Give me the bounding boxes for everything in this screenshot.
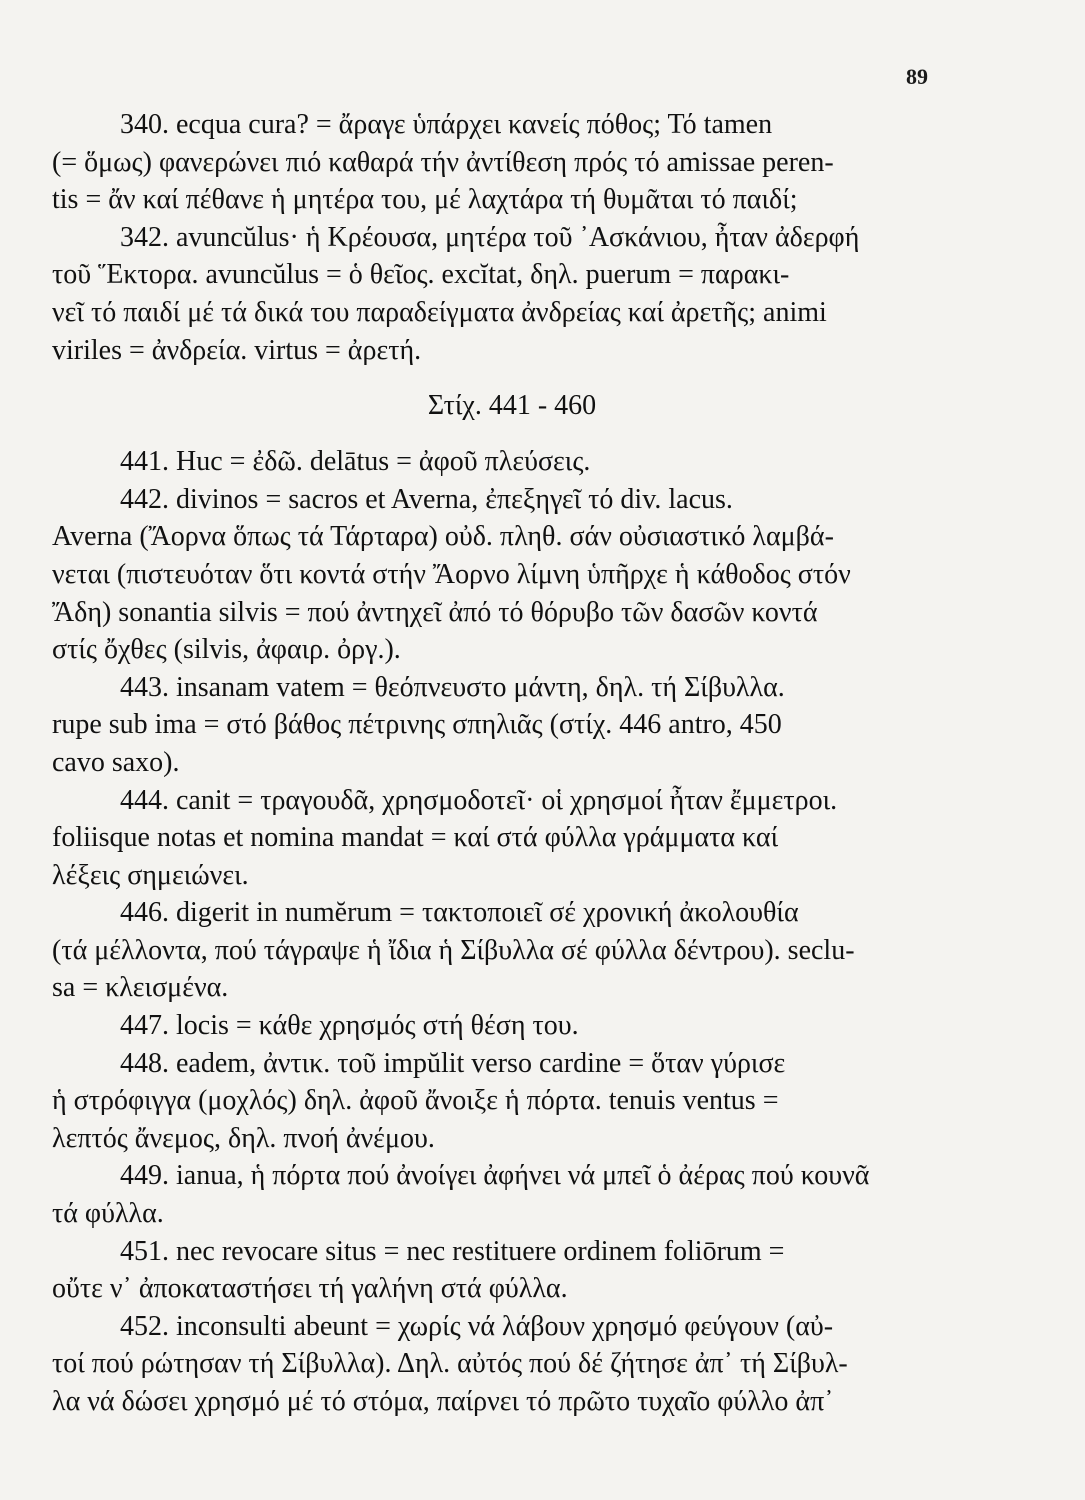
text-line: οὔτε ν᾿ ἀποκαταστήσει τή γαλήνη στά φύλλα. — [52, 1273, 568, 1305]
text-line: 448. eadem, ἀντικ. τοῦ impŭlit verso cardine = ὅταν γύρισε — [120, 1047, 786, 1079]
text-line: 340. ecqua cura? = ἄραγε ὑπάρχει κανείς πόθος; Τό tamen — [120, 109, 773, 140]
commentary-block-441 — [52, 443, 932, 1420]
text-line: 452. inconsulti abeunt = χωρίς νά λάβουν χρησμό φεύγουν (αὐ- — [120, 1310, 834, 1342]
text-line: 446. digerit in numĕrum = τακτοποιεῖ σέ χρονική ἀκολουθία — [120, 897, 799, 929]
text-line: 447. locis = κάθε χρησμός στή θέση του. — [120, 1010, 579, 1042]
text-line: foliisque notas et nomina mandat = καί στά φύλλα γράμματα καί — [52, 822, 779, 854]
text-line: 441. Huc = ἐδῶ. delātus = ἀφοῦ πλεύσεις. — [120, 446, 591, 478]
text-line: 449. ianua, ἡ πόρτα πού ἀνοίγει ἀφήνει νά μπεῖ ὁ ἀέρας πού κουνᾶ — [120, 1160, 870, 1192]
text-line: Ἄδη) sonantia silvis = πού ἀντηχεῖ ἀπό τό θόρυβο τῶν δασῶν κοντά — [52, 596, 818, 628]
text-line: ἡ στρόφιγγα (μοχλός) δηλ. ἀφοῦ ἄνοιξε ἡ πόρτα. tenuis ventus = — [52, 1085, 779, 1117]
text-line: (τά μέλλοντα, πού τάγραψε ἡ ἴδια ἡ Σίβυλλα σέ φύλλα δέντρου). seclu- — [52, 934, 855, 966]
text-line: 443. insanam vatem = θεόπνευστο μάντη, δηλ. τή Σίβυλλα. — [120, 671, 785, 703]
text-line: νεῖ τό παιδί μέ τά δικά του παραδείγματα ἀνδρείας καί ἀρετῆς; animi — [52, 296, 827, 328]
body-text — [52, 106, 932, 1421]
text-line: 444. canit = τραγουδᾶ, χρησμοδοτεῖ· οἱ χρησμοί ἦταν ἔμμετροι. — [120, 784, 838, 816]
text-line: tis = ἄν καί πέθανε ἡ μητέρα του, μέ λαχτάρα τή θυμᾶται τό παιδί; — [52, 184, 798, 216]
text-line: τοί πού ρώτησαν τή Σίβυλλα). Δηλ. αὐτός πού δέ ζήτησε ἀπ᾿ τή Σίβυλ- — [52, 1348, 848, 1380]
text-line: 442. divinos = sacros et Averna, ἐπεξηγεῖ τό div. lacus. — [120, 483, 733, 515]
text-line: rupe sub ima = στό βάθος πέτρινης σπηλιᾶς (στίχ. 446 antro, 450 — [52, 709, 782, 741]
text-line: λέξεις σημειώνει. — [52, 859, 249, 891]
text-line: λα νά δώσει χρησμό μέ τό στόμα, παίρνει τό πρῶτο τυχαῖο φύλλο ἀπ᾿ — [52, 1386, 834, 1417]
text-line: (= ὅμως) φανερώνει πιό καθαρά τήν ἀντίθεση πρός τό amissae peren- — [52, 146, 834, 178]
text-line: viriles = ἀνδρεία. virtus = ἀρετή. — [52, 334, 422, 366]
section-heading: Στίχ. 441 - 460 — [427, 390, 597, 422]
page-number: 89 — [906, 64, 928, 89]
text-line: τά φύλλα. — [52, 1198, 164, 1230]
commentary-block-340 — [52, 106, 932, 369]
text-line: λεπτός ἄνεμος, δηλ. πνοή ἀνέμου. — [52, 1122, 435, 1154]
text-line: Averna (Ἄορνα ὅπως τά Τάρταρα) οὐδ. πληθ. σάν οὐσιαστικό λαμβά- — [52, 521, 834, 553]
text-line: τοῦ Ἕκτορα. avuncŭlus = ὁ θεῖος. excĭtat, δηλ. puerum = παρακι- — [52, 259, 790, 291]
text-line: cavo saxo). — [52, 746, 180, 778]
text-line: στίς ὄχθες (silvis, ἀφαιρ. ὀργ.). — [52, 634, 401, 666]
text-line: 451. nec revocare situs = nec restituere ordinem foliōrum = — [120, 1235, 785, 1267]
text-line: 342. avuncŭlus· ἡ Κρέουσα, μητέρα τοῦ ᾿Ασκάνιου, ἦταν ἀδερφή — [120, 221, 860, 253]
text-line: sa = κλεισμένα. — [52, 972, 229, 1004]
text-line: νεται (πιστευόταν ὅτι κοντά στήν Ἄορνο λίμνη ὑπῆρχε ἡ κάθοδος στόν — [52, 558, 851, 590]
